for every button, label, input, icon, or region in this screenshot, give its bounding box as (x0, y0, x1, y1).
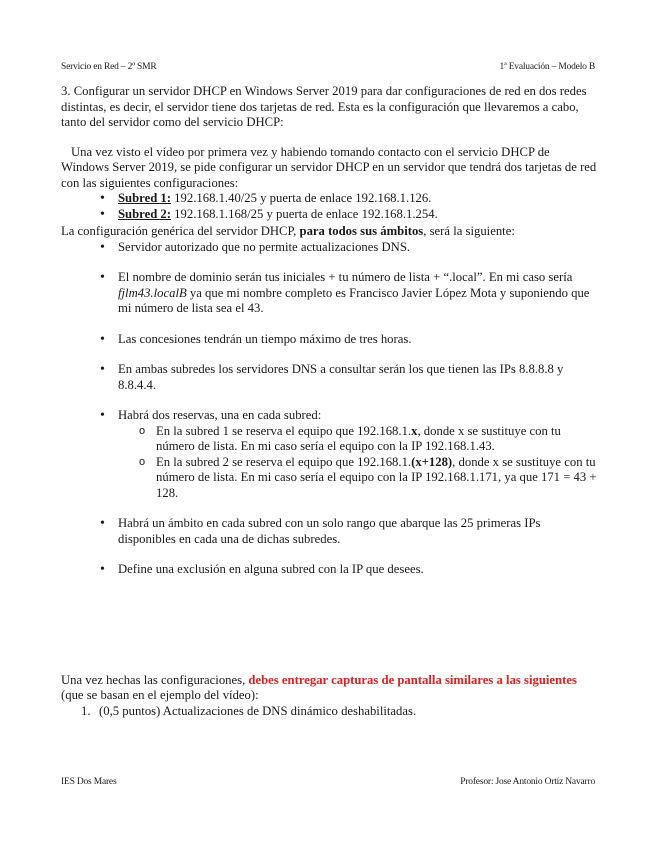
reservation-list (118, 424, 597, 502)
list-item: • Servidor autorizado que no permite actualizaciones DNS. (61, 240, 597, 256)
page-header (61, 62, 595, 72)
deliver-highlight: debes entregar capturas de pantalla similares a las siguientes (248, 672, 577, 687)
list-item: • Habrá un ámbito en cada subred con un solo rango que abarque las 25 primeras IPs disponibles en cada una de dichas subredes. (61, 516, 597, 547)
subnet-list (61, 191, 597, 222)
subnet-item (61, 191, 597, 207)
subnet-label: Subred 2: (118, 206, 171, 221)
deliver-paragraph: Una vez hechas las configuraciones, debes entregar capturas de pantalla similares a las siguientes (que se basan en el ejemplo del vídeo): (61, 672, 577, 702)
config-list (61, 240, 597, 578)
config-paragraph: La configuración genérica del servidor DHCP, para todos sus ámbitos, será la siguiente: (61, 224, 515, 238)
list-item: • El nombre de dominio serán tus iniciales + tu número de lista + “.local”. En mi caso sería fjlm43.localB ya que mi nombre completo es Francisco Javier López Mota y suponiendo que mi número de lista sea el 43. (61, 270, 597, 317)
page-body (61, 84, 597, 719)
numbered-item: 1. (0,5 puntos) Actualizaciones de DNS dinámico deshabilitadas. (81, 703, 417, 718)
header-right: 1ª Evaluación – Modelo B (499, 62, 595, 72)
footer-left: IES Dos Mares (61, 777, 117, 787)
subnet-label: Subred 1: (118, 191, 171, 205)
list-item: • Las concesiones tendrán un tiempo máximo de tres horas. (61, 332, 597, 348)
subnet-text: 192.168.1.168/25 y puerta de enlace 192.168.1.254. (171, 206, 438, 221)
header-left: Servicio en Red – 2º SMR (61, 62, 157, 72)
list-item: • En ambas subredes los servidores DNS a consultar serán los que tienen las IPs 8.8.8.8 y 8.8.4.4. (61, 362, 597, 393)
list-item: • Define una exclusión en alguna subred con la IP que desees. (61, 562, 597, 578)
screenshot-list (61, 704, 597, 720)
list-item: • Habrá dos reservas, una en cada subred: o En la subred 1 se reserva el equipo que 192.168.1.x, donde x se sustituye con tu número de lista. En mi caso sería el equipo con la IP 192.168.1.43. o En la subred 2 se reserva el equipo que 192.168.1.(x+128), donde x se sustituye con tu número de lista. En mi caso sería el equipo con la IP 192.168.1.171, ya que 171 = 43 + 128. (61, 408, 597, 501)
reservation-item: o En la subred 1 se reserva el equipo que 192.168.1.x, donde x se sustituye con tu número de lista. En mi caso sería el equipo con la IP 192.168.1.43. (118, 424, 597, 455)
exercise-intro: 3. Configurar un servidor DHCP en Windows Server 2019 para dar configuraciones de red en dos redes distintas, es decir, el servidor tiene dos tarjetas de red. Esta es la configuración que llevaremos a cabo, tanto del servidor como del servicio DHCP: (61, 84, 587, 129)
video-paragraph: Una vez visto el vídeo por primera vez y habiendo tomando contacto con el servicio DHCP de Windows Server 2019, se pide configurar un servidor DHCP en un servidor que tendrá dos tarjetas de red con las siguientes configuraciones: (61, 144, 597, 190)
subnet-item (61, 207, 597, 223)
subnet-text: 192.168.1.40/25 y puerta de enlace 192.168.1.126. (171, 191, 432, 205)
reservation-item: o En la subred 2 se reserva el equipo que 192.168.1.(x+128), donde x se sustituye con tu número de lista. En mi caso sería el equipo con la IP 192.168.1.171, ya que 171 = 43 + 128. (118, 455, 597, 502)
page-footer (61, 777, 595, 787)
footer-right: Profesor: Jose Antonio Ortíz Navarro (460, 777, 595, 787)
